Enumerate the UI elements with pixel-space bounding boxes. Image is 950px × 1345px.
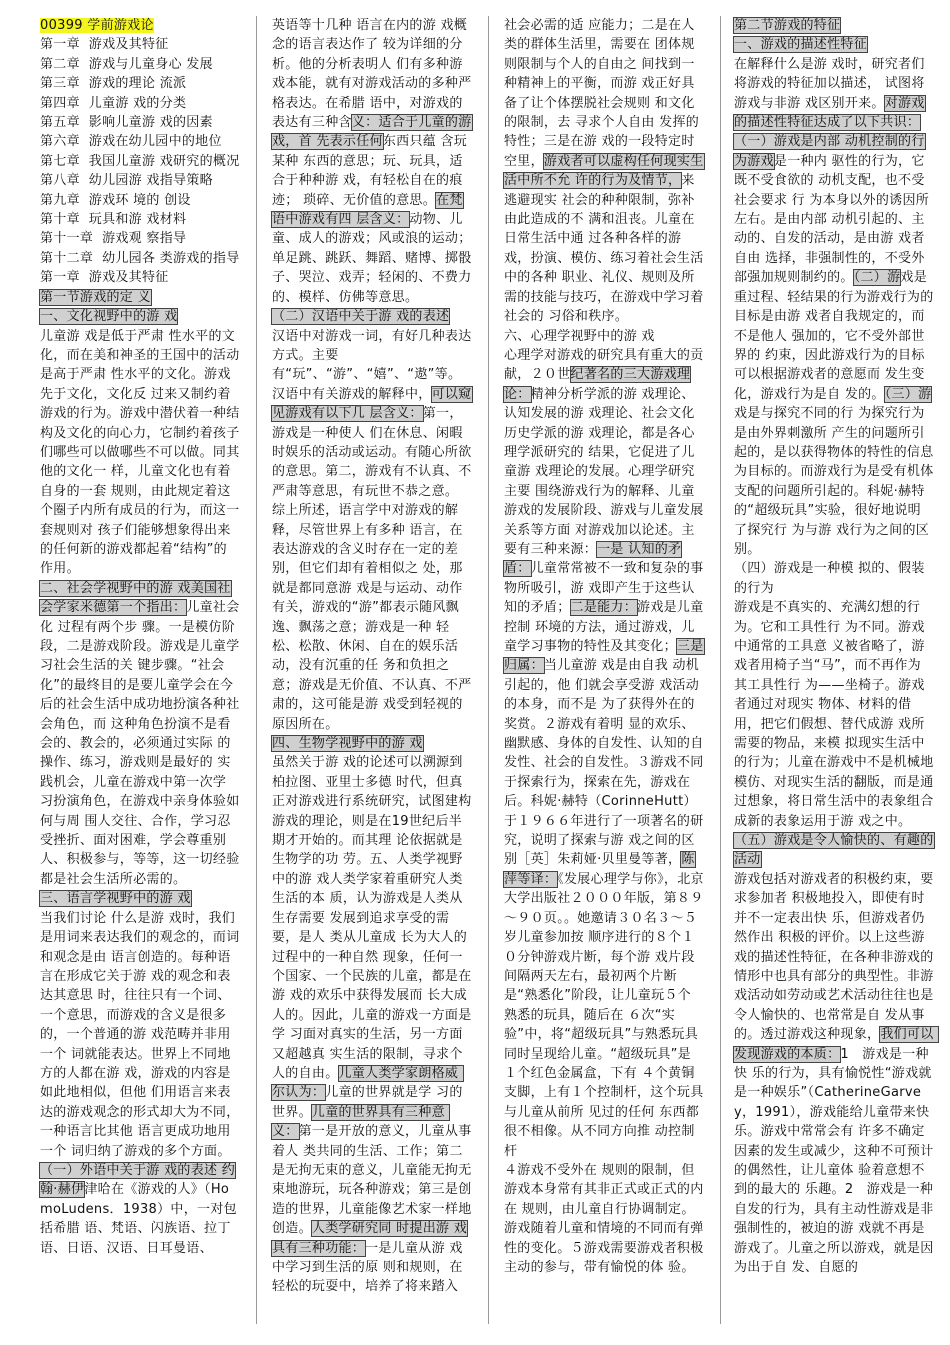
body-text: 1 游戏是一种快 乐的行为，具有愉悦性“游戏就是一种娱乐”（CatherineGarvey，1991），游戏能给儿童带来快乐。游戏中常常会有 许多不确定因素的发生或减少，这种不可预计的偶然性，让儿童体 验着意想不到的最大的 乐趣。2 游戏是一种自发的行为，具有主动性游戏是非强制性的，被迫的游 戏就不再是游戏了。儿童之所以游戏，就是因为出于自 发、自愿的 [734,1046,934,1275]
highlighted-heading: 一、游戏的描述性特征 [734,37,868,53]
highlighted-heading: 儿童人类学家朗格威 尔认为： [272,1065,463,1101]
body-text: 戏是重过程、轻结果的行为游戏行为的目标是由游 戏者自我规定的，而不是他人 强加的，它不受外部世界的 约束，因此游戏行为的目标可以根据游戏者的意愿而 发生变化，游戏行为是自 发的。 [734,270,934,402]
text-column-1 [40,16,240,1258]
highlighted-heading: 人类学研究同 时提出游 戏具有三种功能： [272,1221,468,1256]
body-text: 儿童社会化 过程有两个步 骤。一是模仿阶段，二是游戏阶段。游戏是儿童学 习社会生活的关 键步骤。“社会化”的最终目的是要儿童学会在今后的社会生活中成功地扮演各种社会角色，而 这种角色扮演不是看会的、教会的，必须通过实际 的操作、练习，游戏则是最好的 实践机会，儿童在游戏中第一次学 习扮演角色，在游戏中亲身体验如何与周 围人交往、合作，学习忍受挫折、面对困难，学会尊重别人、积极参与，等等，这一切经验 都是社会生活所必需的。 [40,600,240,887]
highlighted-heading: 义：适合于儿童的游戏，首 先表示任何 [272,115,472,150]
highlighted-heading: 陈萍等译： [504,852,695,887]
highlighted-heading: （二）汉语中关于游 戏的表述 [272,309,450,325]
highlighted-heading: 游戏者可以虚构任何现实生活中所不允 许的行为及情节， [504,153,704,189]
body-text: 第一是开放的意义，儿童从事着人 类共同的生活、工作；第二是无拘无束的意义，儿童能无拘无束地游玩，玩各种游戏；第三是创造的世界，儿童能像艺术家一样地创造。 [272,1124,472,1237]
body-text: 戏是与探究不同的行 为探究行为是由外界刺激所 产生的问题所引起的，是以获得物体的特性的信息 为目标的。而游戏行为是受有机体支配的问题所引起的。科妮·赫特的“超级玩具”实验，很好地说明了探究行 为与游 戏行为之间的区别。 （四）游戏是一种模 拟的、假装的行为 游戏是不真实的、充满幻想的行为。它和工具性行 为不同。游戏中通常的工具意 义被省略了，游戏者用椅子当“马”，而不再作为其工具性行 为——坐椅子。游戏者通过对现实 物体、材料的借用，把它们假想、替代成游 戏所需要的物品，来模 拟现实生活中的行为；儿童在游戏中不是机械地模仿、对现实生活的翻版，而是通过想象，将日常生活中的表象组合成新的表象运用于游 戏之中。 [734,406,934,829]
highlighted-heading: 儿童的世界具有三种意 义： [272,1104,450,1140]
body-text: 虽然关于游 戏的论述可以溯源到柏拉图、亚里士多德 时代，但真正对游戏进行系统研究，试图建构游戏的理论，则是在19世纪后半期才开始的。而其理 论依据就是生物学的功 劳。五、人类学视野中的游 戏人类学家着重研究人类生活的本 质，认为游戏是人类从生存需要 发展到追求享受的需要，是人 类从儿童成 长为大人的 过程中的一种自然 现象，任何一个国家、一个民族的儿童，都是在游 戏的欢乐中获得发展而 长大成人的。因此，儿童的游戏一方面是学 习面对真实的生活，另一方面又超越真 实生活的限制，寻求个人的自由。 [272,755,472,1081]
highlighted-heading: 第一节游戏的定 义 [40,289,151,305]
highlighted-heading: 一是 认知的矛盾： [504,541,682,577]
body-text: 当我们讨论 什么是游 戏时，我们是用词来表达我们的观念的，而词和观念是由 语言创造的。每种语言在形成它关于游 戏的观念和表达其意思 时，往往只有一个词、一个意思，而游戏的含义是很多的，一个普通的游 戏范畴并非用一个 词就能表达。世界上不同地方的人都在游 戏，游戏的内容是如此地相似，但他 们用语言来表达的游戏观念的形式却大为不同，一种语言比其他 语言更成功地用一个 词归纳了游戏的多个方面。 [40,910,240,1159]
highlighted-heading: 二、社会学视野中的游 戏美国社会学家米德第一个指出： [40,580,231,616]
body-text: 东西只蕴 含玩某种 东西的意思；玩、玩具，适合于种种游 戏，有轻松自在的痕迹； 琐碎、无价值的意思。 [272,134,468,208]
body-text: 一是儿童从游 戏中学习到生活的原 则和规则，在轻松的玩耍中，培养了将来踏入 [272,1240,463,1295]
highlighted-heading: （一）游戏是内部 动机控制的行为游戏 [734,134,925,169]
text-column-4 [734,16,938,1277]
body-text: 游戏是儿童控制 环境的方法，通过游戏，儿童学习事物的特性及其变化； [504,600,704,654]
highlighted-heading: （三）游 [884,386,932,402]
column-divider [488,16,489,1324]
highlighted-heading: 对游戏的描述性特征达成了以下共识： [734,95,925,131]
text-column-2 [272,16,472,1297]
body-text: 《发展心理学与你》，北京大学出版社２０００年版，第８９～９０页。。她邀请３０名３～５岁儿童参加按 顺序进行的８个１０分钟游戏片断，每个游 戏片段间隔两天左右，最初两个片断是“熟悉化”阶段，让儿童玩５个熟悉的玩具，随后在 ６次“实验”中，将“超级玩具”与熟悉玩具同时呈现给儿童。“超级玩具”是１个红色金属盒，下有 ４个黄铜支脚，上有１个控制杆，这个玩具与儿童从前所 见过的任何 东西都很不相像。从不同方向推 动控制杆 ４游戏不受外在 规则的限制，但游戏本身常有其非正式或正式的内在 规则，由儿童自行协调制定。游戏随着儿童和情境的不同而有弹性的变化。５游戏需要游戏者积极主动的参与，带有愉悦的体 验。 [504,871,704,1275]
column-divider [256,16,257,1324]
body-text: 津哈在《游戏的人》（HomoLudens．1938）中，一对包括希腊 语、梵语、闪族语、拉丁语、日语、汉语、日耳曼语、 [40,1182,237,1256]
body-text: 当儿童游 戏是由自我 动机引起的，他 们就会享受游 戏活动的本身，而不是 为了获得外在的 奖赏。２游戏有着明 显的欢乐、幽默感、身体的自发性、认知的自发性、社会的自发性。３游戏不同于探索行为，探索在先，游戏在后。科妮·赫特（CorinneHutt）于１９６６年进行了一项著名的研究，说明了探索与游 戏之间的区别［英］朱莉娅·贝里曼等著， [504,658,704,868]
body-text: 社会必需的适 应能力；二是在人类的群体生活里，需要在 团体规则限制与个人的自由之 间找到一种精神上的平衡，而游 戏正好具备了让个体摆脱社会规则 和文化的限制，去 寻求个人自由 发挥的特性；三是在游 戏的一段特定时空里， [504,18,700,169]
highlighted-heading: 四、生物学视野中的游 戏 [272,736,423,752]
highlighted-heading: （二）游 [853,270,901,286]
highlighted-heading: 纪著名的三大游戏理论： [504,367,691,402]
highlighted-heading: （一）外语中关于游 戏的表述 约翰·赫伊 [40,1162,236,1198]
text-column-3 [504,16,704,1277]
highlighted-heading: 第二节游戏的特征 [734,18,841,33]
body-text: 动物、儿童、成人的游戏；风或浪的运动；单足跳、跳跃、舞蹈、赌博、掷骰子、哭泣、戏弄；轻闲的、不费力的、模样、仿佛等意思。 [272,212,472,305]
body-text: 第一章 游戏及其特征 第二章 游戏与儿童身心 发展 第三章 游戏的理论 流派 第四章 儿童游 戏的分类 第五章 影响儿童游 戏的因素 第六章 游戏在幼儿园中的地位 第七章 我国儿童游 戏研究的概况 第八章 幼儿园游 戏指导策略 第九章 游戏环 境的 创设 第十章 玩具和游 戏材料 第十一章 游戏观 察指导 第十二章 幼儿园各 类游戏的指导 第一章 游戏及其特征 [40,37,240,286]
body-text: 儿童常常被不一致和复杂的事物所吸引，游 戏即产生于这些认知的矛盾； [504,561,704,616]
highlighted-heading: 我们可以 发现游戏的本质： [734,1027,938,1062]
body-text: 在解释什么是游 戏时，研究者们将游戏的特征加以描述， 试图将游戏与非游 戏区别开来。 [734,56,925,111]
highlighted-heading: 三是归属： [504,639,704,674]
body-text: 第一，游戏是一种使人 们在休息、闲暇时娱乐的活动或运动。有随心所欲的意思。第二，游戏有不认真、不严肃等意思，有玩世不恭之意。 综上所述，语言学中对游戏的解释，尽管世界上有多种 语言，在表达游戏的含义时存在一定的差别，但它们却有着相似之 处，那就是都同意游 戏是与运动、动作有关，游戏的“游”都表示随风飘逸、飘荡之意；游戏是一种 轻松、松散、休闲、自在的娱乐活动，没有沉重的任 务和负担之意；游戏是无价值、不认真、不严肃的，这可能是游 戏受到轻视的原因所在。 [272,406,472,732]
highlighted-heading: 二是能力： [570,600,638,616]
highlighted-heading: （五）游戏是令人愉快的、有趣的活动 [734,833,934,868]
body-text: 是一种内 驱性的行为，它既不受食欲的 动机支配，也不受社会要求 行 为本身以外的诱因所左右。是由内部 动机引起的、主动的、自发的活动，是由游 戏者自由 选择，非强制性的，不受外部强加规则制约的。 [734,153,930,286]
body-text: 儿童游 戏是低于严肃 性水平的文化，而在美和神圣的王国中的活动是高于严肃 性水平的文化。游戏先于文化，文化反 过来又制约着游戏的行为。游戏中潜伏着一种结构及文化的向心力，它制约着孩子 们哪些可以做哪些不可以做。同其他的文化一 样，儿童文化也有着自身的一套 规则，由此规定着这个圈子内所有成员的行为，而这一套规则对 孩子们能够想象得出来的任何新的游戏都起着“结构”的作用。 [40,328,240,577]
body-text: 游戏包括对游戏者的积极约束，要求参加者 积极地投入，即使有时并不一定表出快 乐，但游戏者仍然作出 积极的评价。以上这些游戏的描述性特征，在各种非游戏的情形中也具有部分的典型性。非游 戏活动如劳动或艺术活动往往也是令人愉快的、也常常是自 发从事的。透过游戏这种现象， [734,871,934,1043]
column-divider [720,16,721,1324]
body-text: 英语等十几种 语言在内的游 戏概念的语言表达作了 较为详细的分析。他的分析表明人 们有多种游戏本能，就有对游戏活动的多种严格表达。在希腊 语中，对游戏的表达有三种含 [272,18,472,131]
highlighted-heading: 三、语言学视野中的游 戏 [40,891,191,907]
course-code-label: 00399 学前游戏论 [40,18,154,33]
highlighted-heading: 可以窥见游戏有以下几 层含义： [272,386,472,422]
highlighted-heading: 在梵语中游戏有四 层含义： [272,192,463,228]
body-text: 来逃避现实 社会的种种限制，弥补由此造成的不 满和沮丧。儿童在日常生活中通 过各种各样的游戏，扮演、模仿、练习着社会生活中的各种 职业、礼仪、规则及所需的技能与技巧，在游戏中学习着社会的 习俗和秩序。 六、心理学视野中的游 戏 心理学对游戏的研究具有重大的贡献，２０世 [504,173,704,383]
body-text: 汉语中对游戏一词，有好几种表达方式。主要有“玩”、“游”、“嬉”、“遨”等。汉语中有关游戏的解释中， [272,328,472,402]
body-text: 精神分析学派的游 戏理论、认知发展的游 戏理论、社会文化历史学派的游 戏理论，都是各心理学派研究的 结果，它促进了儿童游 戏理论的发展。心理学研究主要 围绕游戏行为的解释、儿童游戏的发展阶段、游戏与儿童发展关系等方面 对游戏加以论述。主要有三种来源： [504,386,704,557]
body-text: 儿童的世界就是学 习的世界。 [272,1085,463,1120]
highlighted-heading: 一、文化视野中的游 戏 [40,309,178,325]
